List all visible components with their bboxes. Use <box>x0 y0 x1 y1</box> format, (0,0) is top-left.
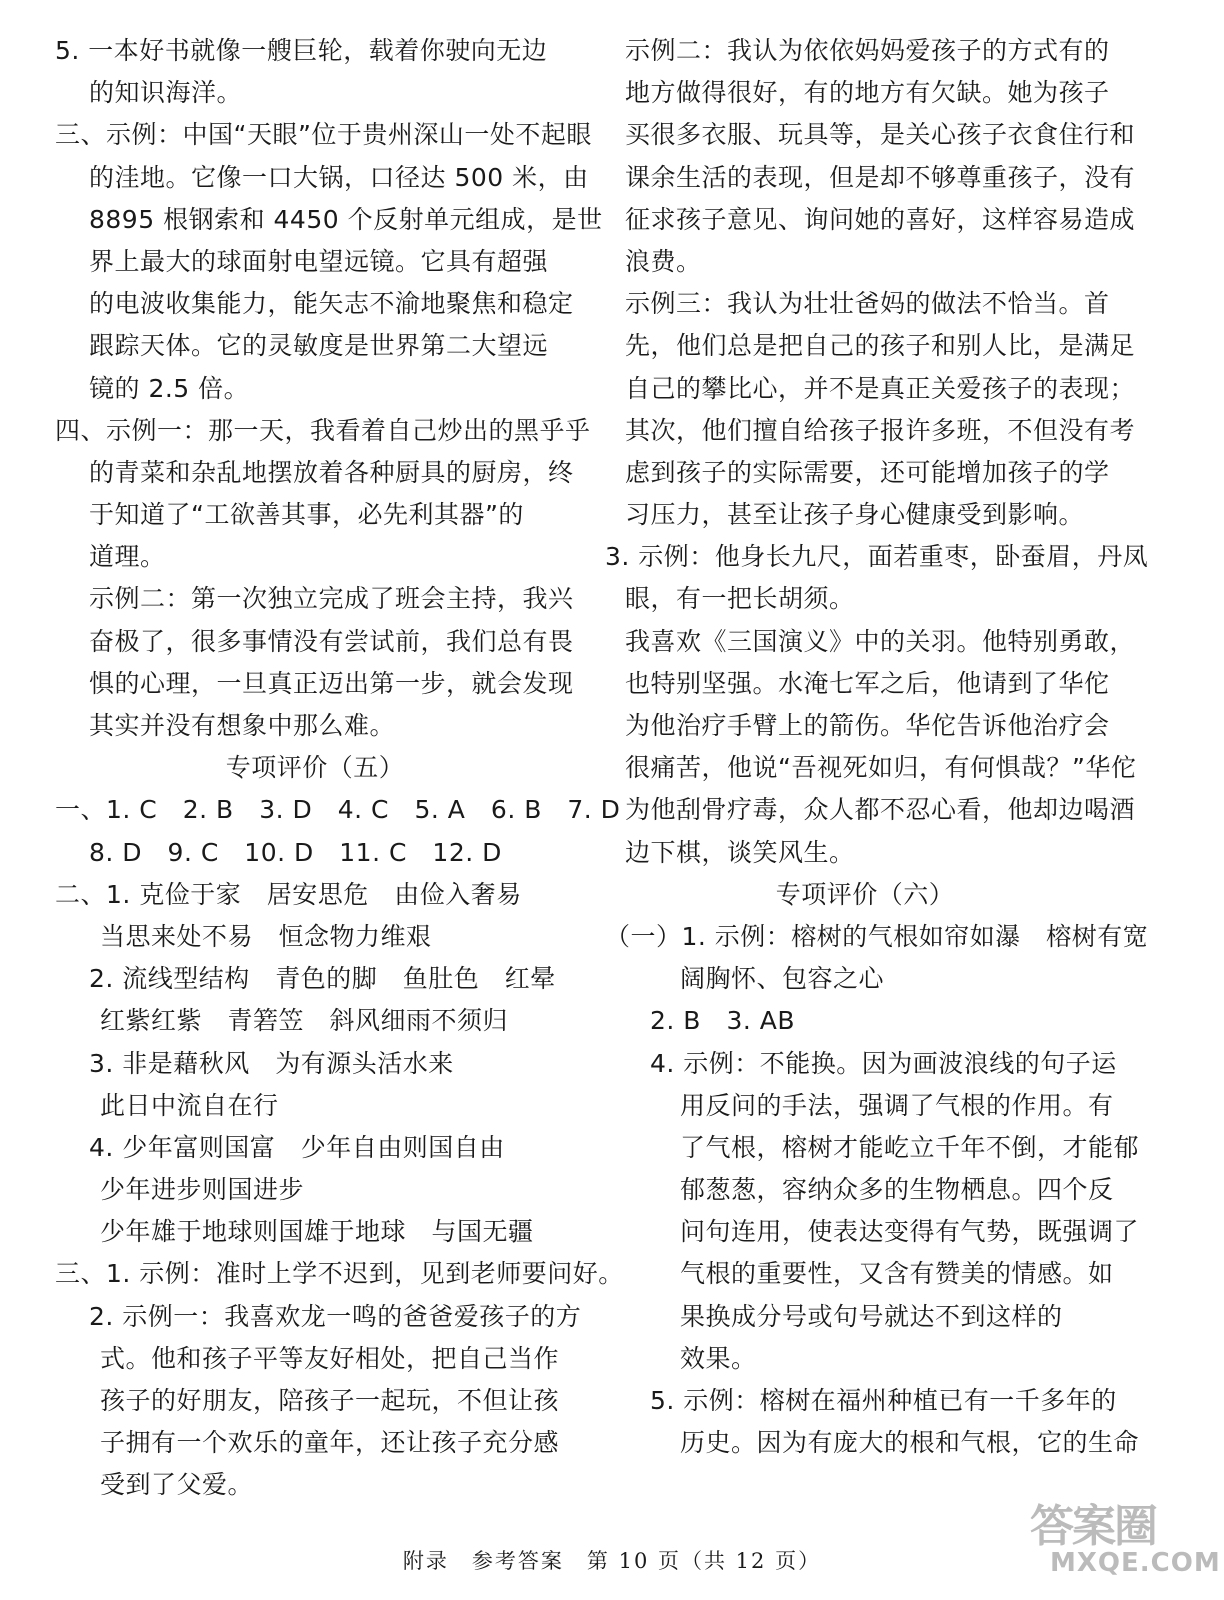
watermark-logo <box>1030 1490 1220 1600</box>
right-text-line: 为他治疗手臂上的箭伤。华佗告诉他治疗会 <box>625 711 1110 740</box>
right-text-line: 先，他们总是把自己的孩子和别人比，是满足 <box>625 331 1136 361</box>
left-text-line: 红紫红紫 青箬笠 斜风细雨不须归 <box>100 1006 509 1036</box>
right-text-line: 课余生活的表现，但是却不够尊重孩子，没有 <box>625 162 1136 192</box>
right-text-line: 4. 示例：不能换。因为画波浪线的句子运 <box>650 1048 1117 1078</box>
watermark-text: 答案圈 <box>1030 1501 1156 1552</box>
page-footer: 附录 参考答案 第 10 页（共 12 页） <box>402 1549 822 1573</box>
right-text-line: 征求孩子意见、询问她的喜好，这样容易造成 <box>625 204 1136 234</box>
left-text-line: 的知识海洋。 <box>89 78 243 108</box>
right-text-line: 历史。因为有庞大的根和气根，它的生命 <box>680 1428 1140 1458</box>
right-text-line: 很痛苦，他说“吾视死如归，有何惧哉？”华佗 <box>625 753 1137 783</box>
left-text-line: 三、1. 示例：准时上学不迟到，见到老师要问好。 <box>55 1259 624 1289</box>
right-text-line: 问句连用，使表达变得有气势，既强调了 <box>680 1217 1140 1247</box>
right-text-line: 也特别坚强。水淹七军之后，他请到了华佗 <box>625 668 1110 698</box>
right-text-line: 了气根，榕树才能屹立千年不倒，才能郁 <box>680 1132 1140 1162</box>
right-text-line: 买很多衣服、玩具等，是关心孩子衣食住行和 <box>625 120 1136 150</box>
left-text-line: 少年雄于地球则国雄于地球 与国无疆 <box>100 1217 534 1247</box>
right-text-line: 其次，他们擅自给孩子报许多班，不但没有考 <box>625 415 1136 445</box>
right-text-line: 示例三：我认为壮壮爸妈的做法不恰当。首 <box>625 289 1110 319</box>
left-text-line: 二、1. 克俭于家 居安思危 由俭入奢易 <box>55 879 522 909</box>
left-text-line: 5. 一本好书就像一艘巨轮，载着你驶向无边 <box>55 36 548 65</box>
left-text-line: 于知道了“工欲善其事，必先利其器”的 <box>89 500 524 530</box>
left-column <box>55 30 624 1507</box>
left-text-line: 的洼地。它像一口大锅，口径达 500 米，由 <box>89 162 589 192</box>
right-text-line: 2. B 3. AB <box>650 1006 796 1036</box>
left-text-line: 其实并没有想象中那么难。 <box>89 711 396 740</box>
right-text-line: 5. 示例：榕树在福州种植已有一千多年的 <box>650 1386 1117 1415</box>
left-text-line: 的电波收集能力，能矢志不渝地聚焦和稳定 <box>89 289 574 319</box>
left-text-line: 受到了父爱。 <box>100 1470 254 1500</box>
right-text-line: 郁葱葱，容纳众多的生物栖息。四个反 <box>680 1175 1114 1205</box>
left-text-line: 子拥有一个欢乐的童年，还让孩子充分感 <box>100 1428 560 1458</box>
left-text-line: 示例二：第一次独立完成了班会主持，我兴 <box>89 584 574 614</box>
left-text-line: 4. 少年富则国富 少年自由则国自由 <box>89 1132 505 1162</box>
right-text-line: 眼，有一把长胡须。 <box>625 584 855 614</box>
watermark-url: MXQE.COM <box>1050 1548 1221 1578</box>
left-text-line: 惧的心理，一旦真正迈出第一步，就会发现 <box>89 668 574 698</box>
right-text-line: 地方做得很好，有的地方有欠缺。她为孩子 <box>625 78 1110 108</box>
left-text-line: 道理。 <box>89 542 166 572</box>
right-column <box>605 30 1149 1464</box>
right-text-line: 自己的攀比心，并不是真正关爱孩子的表现； <box>625 373 1136 403</box>
left-text-line: 少年进步则国进步 <box>100 1175 305 1205</box>
right-text-line: 阔胸怀、包容之心 <box>680 964 885 994</box>
right-text-line: 果换成分号或句号就达不到这样的 <box>680 1301 1063 1331</box>
right-text-line: 为他刮骨疗毒，众人都不忍心看，他却边喝酒 <box>625 795 1136 825</box>
left-text-line: 的青菜和杂乱地摆放着各种厨具的厨房，终 <box>89 457 574 487</box>
left-text-line: 一、1. C 2. B 3. D 4. C 5. A 6. B 7. D <box>55 795 621 825</box>
left-text-line: 2. 示例一：我喜欢龙一鸣的爸爸爱孩子的方 <box>89 1301 582 1331</box>
right-text-line: 3. 示例：他身长九尺，面若重枣，卧蚕眉，丹凤 <box>605 542 1149 572</box>
right-text-line: 习压力，甚至让孩子身心健康受到影响。 <box>625 500 1085 530</box>
right-text-line: 效果。 <box>680 1343 757 1373</box>
right-text-line: 专项评价（六） <box>775 879 955 909</box>
left-text-line: 奋极了，很多事情没有尝试前，我们总有畏 <box>89 626 574 656</box>
right-text-line: 我喜欢《三国演义》中的关羽。他特别勇敢， <box>625 626 1136 656</box>
left-text-line: 跟踪天体。它的灵敏度是世界第二大望远 <box>89 331 549 361</box>
right-text-line: 边下棋，谈笑风生。 <box>625 837 855 867</box>
left-text-line: 式。他和孩子平等友好相处，把自己当作 <box>100 1343 560 1373</box>
left-text-line: 专项评价（五） <box>225 753 405 783</box>
right-text-line: 虑到孩子的实际需要，还可能增加孩子的学 <box>625 457 1110 487</box>
left-text-line: 镜的 2.5 倍。 <box>89 373 250 403</box>
right-text-line: 用反问的手法，强调了气根的作用。有 <box>680 1090 1114 1120</box>
right-text-line: 气根的重要性，又含有赞美的情感。如 <box>680 1259 1114 1289</box>
left-text-line: 8895 根钢索和 4450 个反射单元组成，是世 <box>89 204 603 234</box>
left-text-line: 3. 非是藉秋风 为有源头活水来 <box>89 1048 454 1078</box>
left-text-line: 界上最大的球面射电望远镜。它具有超强 <box>89 246 549 276</box>
left-text-line: 2. 流线型结构 青色的脚 鱼肚色 红晕 <box>89 964 556 994</box>
left-text-line: 三、示例：中国“天眼”位于贵州深山一处不起眼 <box>55 120 592 150</box>
left-text-line: 此日中流自在行 <box>100 1090 279 1120</box>
left-text-line: 当思来处不易 恒念物力维艰 <box>100 921 432 951</box>
left-text-line: 四、示例一：那一天，我看着自己炒出的黑乎乎 <box>55 415 591 445</box>
left-text-line: 8. D 9. C 10. D 11. C 12. D <box>89 837 502 867</box>
right-text-line: 浪费。 <box>625 246 702 276</box>
left-text-line: 孩子的好朋友，陪孩子一起玩，不但让孩 <box>100 1386 560 1415</box>
right-text-line: （一）1. 示例：榕树的气根如帘如瀑 榕树有宽 <box>605 921 1149 951</box>
right-text-line: 示例二：我认为依依妈妈爱孩子的方式有的 <box>625 36 1110 65</box>
